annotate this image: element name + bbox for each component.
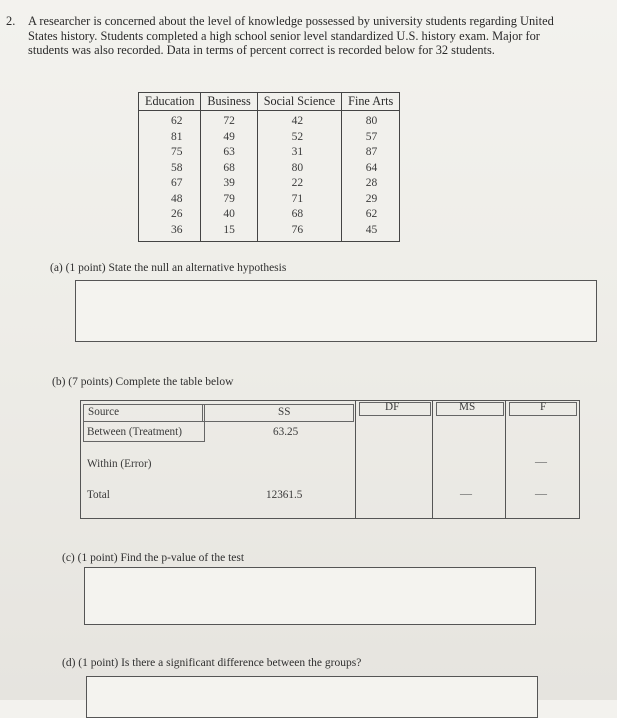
table-cell: 72	[201, 111, 257, 130]
table-cell: 39	[201, 176, 257, 192]
part-b-label: (b) (7 points) Complete the table below	[52, 376, 234, 388]
between-ss: 63.25	[273, 426, 299, 438]
ss-header: SS	[278, 406, 291, 418]
table-cell: 79	[201, 192, 257, 208]
header-education: Education	[139, 93, 201, 111]
table-row	[139, 192, 400, 208]
anova-col-divider-df	[355, 400, 356, 518]
table-cell: 58	[139, 161, 201, 177]
part-a-answer-box[interactable]	[75, 280, 597, 342]
table-cell: 81	[139, 130, 201, 146]
total-ms-dash: —	[460, 486, 472, 500]
table-row	[139, 111, 400, 130]
problem-number: 2.	[6, 14, 16, 28]
part-a-label: (a) (1 point) State the null an alternative hypothesis	[50, 262, 287, 274]
within-f-dash: —	[535, 454, 547, 468]
table-cell: 62	[342, 207, 400, 223]
table-cell: 87	[342, 145, 400, 161]
table-cell: 42	[257, 111, 341, 130]
table-cell: 80	[342, 111, 400, 130]
anova-right-border	[579, 400, 580, 518]
anova-left-border	[80, 400, 81, 518]
table-cell: 40	[201, 207, 257, 223]
total-ss: 12361.5	[266, 489, 303, 501]
anova-col-divider-f	[505, 400, 506, 518]
table-cell: 22	[257, 176, 341, 192]
anova-table	[80, 400, 580, 518]
table-cell: 36	[139, 223, 201, 242]
problem-statement	[6, 14, 573, 58]
part-c-label: (c) (1 point) Find the p-value of the test	[62, 552, 245, 564]
anova-col-divider-ms	[432, 400, 433, 518]
table-cell: 62	[139, 111, 201, 130]
table-cell: 67	[139, 176, 201, 192]
table-cell: 71	[257, 192, 341, 208]
table-cell: 49	[201, 130, 257, 146]
table-row	[139, 145, 400, 161]
table-cell: 68	[201, 161, 257, 177]
header-business: Business	[201, 93, 257, 111]
header-social-science: Social Science	[257, 93, 341, 111]
table-cell: 57	[342, 130, 400, 146]
table-row	[139, 130, 400, 146]
total-f-dash: —	[535, 486, 547, 500]
within-label: Within (Error)	[87, 458, 152, 470]
table-cell: 52	[257, 130, 341, 146]
df-header: DF	[385, 401, 400, 413]
table-cell: 15	[201, 223, 257, 242]
table-cell: 68	[257, 207, 341, 223]
ms-header: MS	[459, 401, 476, 413]
table-cell: 26	[139, 207, 201, 223]
table-cell: 80	[257, 161, 341, 177]
table-cell: 48	[139, 192, 201, 208]
table-row	[139, 207, 400, 223]
total-label: Total	[87, 489, 110, 501]
table-cell: 76	[257, 223, 341, 242]
source-header: Source	[88, 406, 120, 418]
table-cell: 31	[257, 145, 341, 161]
part-d-label: (d) (1 point) Is there a significant difference between the groups?	[62, 657, 362, 669]
data-table	[138, 92, 400, 242]
table-row	[139, 161, 400, 177]
between-label: Between (Treatment)	[87, 426, 182, 438]
part-c-answer-box[interactable]	[84, 567, 536, 625]
data-table-header-row	[139, 93, 400, 111]
table-cell: 63	[201, 145, 257, 161]
problem-text: A researcher is concerned about the level of knowledge possessed by university students regarding United States history. Students completed a high school senior level standardized U.S. history exam. Major for students was also recorded. Data in terms of percent correct is recorded below for 32 students.	[28, 14, 554, 57]
part-d-answer-box[interactable]	[86, 676, 538, 718]
table-cell: 28	[342, 176, 400, 192]
table-row	[139, 176, 400, 192]
header-fine-arts: Fine Arts	[342, 93, 400, 111]
table-cell: 45	[342, 223, 400, 242]
f-header: F	[540, 401, 547, 413]
table-cell: 64	[342, 161, 400, 177]
table-row	[139, 223, 400, 242]
table-cell: 75	[139, 145, 201, 161]
table-cell: 29	[342, 192, 400, 208]
anova-bottom-border	[80, 518, 580, 519]
